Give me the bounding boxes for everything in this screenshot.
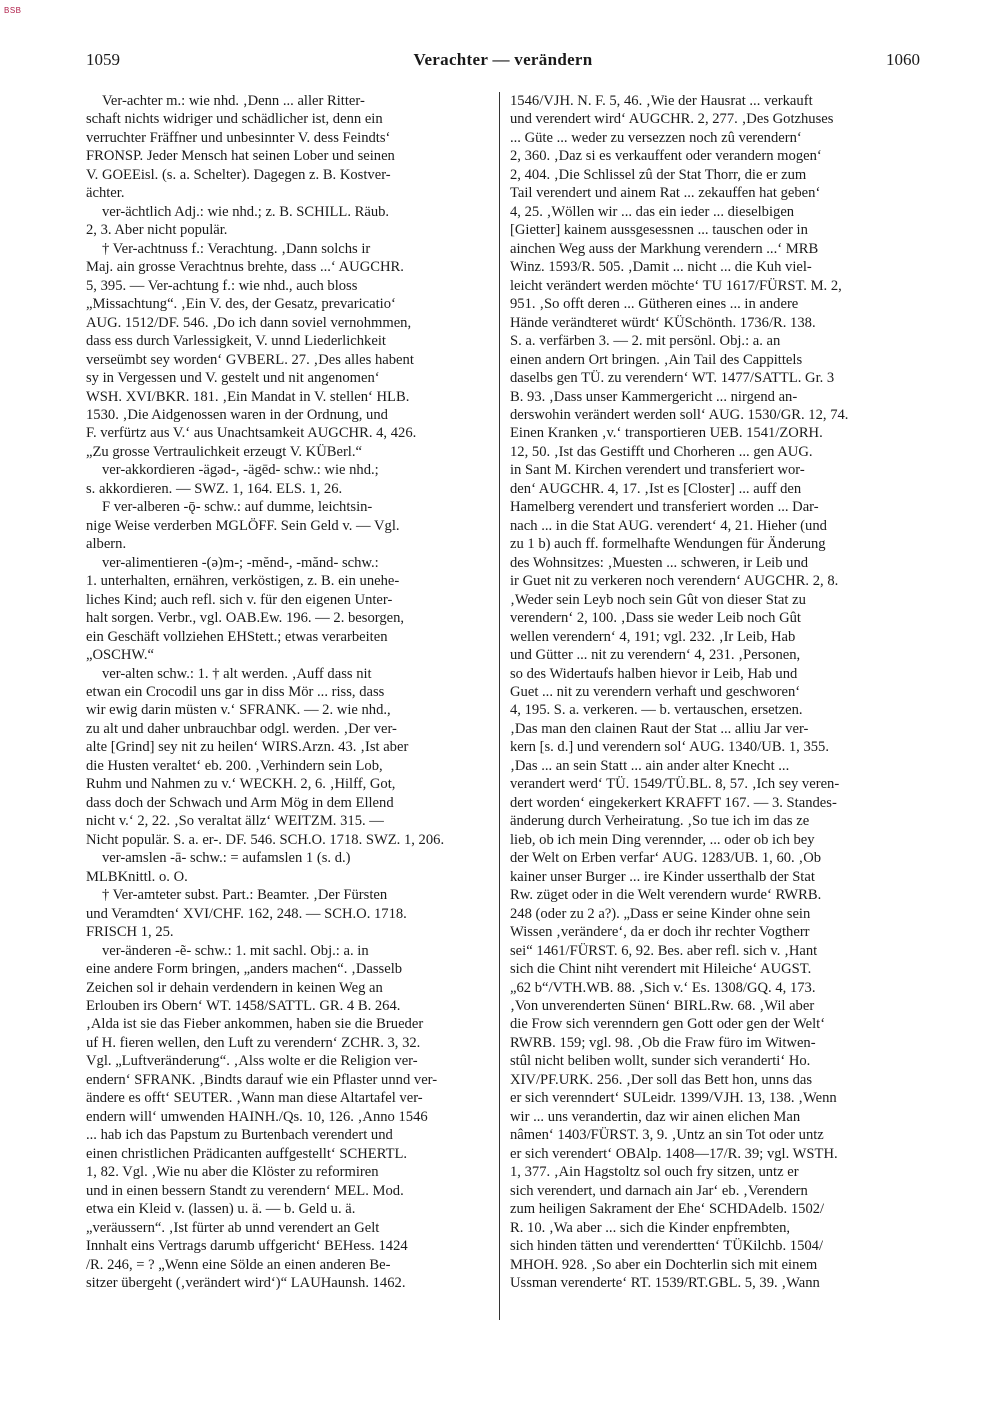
text-line: in Sant M. Kirchen verendert und transferiert wor- [510,462,805,479]
text-line: ‚Von unverenderten Sünen‘ BIRL.Rw. 68. ‚Wil aber [510,997,815,1014]
text-line: Guet ... nit zu verendern verhaft und geschworen‘ [510,684,801,700]
text-line: ändere es offt‘ SEUTER. ‚Wann man diese Altartafel ver- [86,1090,423,1107]
text-line: verandert werd‘ TÜ. 1549/TÜ.BL. 8, 57. ‚Ich sey veren- [510,776,840,793]
text-line: 951. ‚So offt deren ... Gütheren eines ... in andere [510,296,799,313]
text-line: sei“ 1461/FÜRST. 6, 92. Bes. aber refl. sich v. ‚Hant [510,942,818,959]
text-line: Vgl. „Luftveränderung“. ‚Alss wolte er die Religion ver- [86,1053,418,1070]
text-line: s. akkordieren. — SWZ. 1, 164. ELS. 1, 26. [86,480,343,497]
text-line: Innhalt eins Vertrags darumb uffgericht‘ BEHess. 1424 [86,1238,408,1255]
text-line: 4, 25. ‚Wöllen wir ... das ein ieder ... dieselbigen [510,203,795,220]
text-line: kern [s. d.] und verendern sol‘ AUG. 1340/UB. 1, 355. [510,739,829,756]
text-line: endern will‘ umwenden HAINH./Qs. 10, 126. ‚Anno 1546 [86,1108,428,1125]
text-line: 2, 404. ‚Die Schlissel zû der Stat Thorr, die er zum [510,166,807,183]
text-line: B. 93. ‚Dass unser Kammergericht ... nirgend an- [510,388,798,405]
text-line: Erlouben irs Obern‘ WT. 1458/SATTL. GR. 4 B. 264. [86,997,401,1014]
text-line: ‚Das man den clainen Raut der Stat ... alliu Jar ver- [510,720,809,737]
text-line: uf H. fieren wellen, den Luft zu verendern‘ ZCHR. 3, 32. [86,1034,421,1051]
text-line: [Gietter] kainem aussgesessnen ... tauschen oder in [510,222,808,239]
text-line: albern. [86,536,127,553]
text-line: kainer unser Burger ... ire Kinder usserthalb der Stat [510,868,815,885]
text-line: 1. unterhalten, ernähren, verköstigen, z. B. ein unehe- [86,573,400,590]
text-line: stûl nicht beliben wollt, sunder sich veranderti‘ Ho. [510,1053,811,1070]
text-line: dass ess durch Varlessigkeit, V. unnd Liederlichkeit [86,333,386,350]
text-line: 1530. ‚Die Aidgenossen waren in der Ordnung, und [86,406,388,423]
right-column [510,92,920,1320]
text-line: ‚Alda ist sie das Fieber ankommen, haben sie die Brueder [86,1016,424,1033]
text-line: F ver-alberen -ǭ- schw.: auf dumme, leichtsin- [102,499,373,516]
text-line: ... Güte ... weder zu versezzen noch zû verendern‘ [510,129,802,146]
text-line: ächter. [86,185,125,202]
text-line: 2, 360. ‚Daz si es verkauffent oder verandern mogen‘ [510,148,822,165]
page-number-left: 1059 [86,50,120,69]
text-line: Einen Kranken ‚v.‘ transportieren UEB. 1541/ZORH. [510,425,823,442]
text-line: XIV/PF.URK. 256. ‚Der soll das Bett hon, unns das [510,1071,813,1088]
text-line: alte [Grind] sey nit zu heilen‘ WIRS.Arzn. 43. ‚Ist aber [86,739,409,756]
text-line: WSH. XVI/BKR. 181. ‚Ein Mandat in V. stellen‘ HLB. [86,388,410,405]
text-line: Ruhm und Nahmen zu v.‘ WECKH. 2, 6. ‚Hilff, Got, [86,776,396,793]
column-divider [499,92,500,1320]
text-line: liches Kind; auch refl. sich v. für den eigenen Unter- [86,591,393,608]
text-line: „Missachtung“. ‚Ein V. des, der Gesatz, prevaricatio‘ [86,296,396,313]
text-line: nach ... in die Stat AUG. verendert‘ 4, 21. Hieher (und [510,517,827,534]
text-line: ver-ächtlich Adj.: wie nhd.; z. B. SCHILL. Räub. [102,203,390,220]
text-line: dass doch der Schwach und Arm Mög in dem Ellend [86,794,394,811]
text-line: Rw. züget oder in die Welt verendern wurde‘ RWRB. [510,887,822,904]
text-line: verseümbt sey worden‘ GVBERL. 27. ‚Des alles habent [86,351,414,368]
left-column [86,92,480,1320]
text-line: 5, 395. — Ver-achtung f.: wie nhd., auch bloss [86,277,358,294]
text-line: Zeichen sol ir dehain verdendern in keinen Weg an [86,979,383,996]
text-line: dert worden‘ eingekerkert KRAFFT 167. — 3. Standes- [510,794,837,811]
text-line: er sich verendert‘ OBAlp. 1408—17/R. 39; vgl. WSTH. [510,1145,838,1162]
text-line: ver-änderen -ẽ- schw.: 1. mit sachl. Obj.: a. in [102,942,369,959]
text-line: Ver-achter m.: wie nhd. ‚Denn ... aller Ritter- [102,93,365,109]
text-line: leicht verändert werden möchte‘ TU 1617/FÜRST. M. 2, [510,277,842,294]
text-line: eine andere Form bringen, „anders machen“. ‚Dasselb [86,961,403,978]
text-line: 1, 82. Vgl. ‚Wie nu aber die Klöster zu reformiren [86,1164,379,1181]
text-line: MHOH. 928. ‚So aber ein Dochterlin sich mit einem [510,1256,818,1273]
text-line: Wissen ‚verändere‘, da er doch ihr rechter Vogtherr [510,924,810,941]
text-line: 4, 195. S. a. verkeren. — b. vertauschen, ersetzen. [510,702,803,719]
text-line: etwan ein Crocodil uns gar in diss Mör ... riss, dass [86,684,385,700]
text-line: so des Widertaufs halben hievor ir Leib, Hab und [510,665,798,682]
text-line: die Husten veraltet‘ eb. 200. ‚Verhindern sein Lob, [86,757,383,774]
text-line: ainchen Weg auss der Markhung verendern ...‘ MRB [510,240,819,257]
text-line: F. verfürtz aus V.‘ aus Unachtsamkeit AUGCHR. 4, 426. [86,425,417,442]
text-line: † Ver-amteter subst. Part.: Beamter. ‚Der Fürsten [102,887,388,904]
page-number-right: 1060 [886,50,920,69]
text-line: verendern‘ 2, 100. ‚Dass sie weder Leib noch Gût [510,610,801,627]
text-line: schaft nichts widriger und schädlicher ist, denn ein [86,111,383,128]
library-stamp: BSB [4,6,22,15]
text-line: ver-amslen -ā- schw.: = aufamslen 1 (s. d.) [102,850,351,867]
text-line: sich die Chint niht verendert mit Hileiche‘ AUGST. [510,961,812,978]
text-line: R. 10. ‚Wa aber ... sich die Kinder enpfrembten, [510,1219,791,1236]
text-line: änderung durch Verheiratung. ‚So tue ich im das ze [510,813,810,830]
text-line: „veräussern“. ‚Ist fürter ab unnd verendert an Gelt [86,1219,380,1236]
text-line: FRISCH 1, 25. [86,924,174,941]
text-line: zu alt und daher unbrauchbar odgl. werden. ‚Der ver- [86,720,397,737]
text-line: † Ver-achtnuss f.: Verachtung. ‚Dann solchs ir [102,240,371,257]
text-line: Hamelberg verendert und transferiert worden ... Dar- [510,499,819,516]
text-line: 248 (oder zu 2 a?). „Dass er seine Kinder ohne sein [510,905,811,922]
text-line: RWRB. 159; vgl. 98. ‚Ob die Fraw füro im Witwen- [510,1034,816,1051]
text-line: ‚Weder sein Leyb noch sein Gût von dieser Stat zu [510,591,806,608]
text-line: Tail verendert und ainem Rat ... zekauffen hat geben‘ [510,185,821,202]
text-line: 2, 3. Aber nicht populär. [86,222,228,239]
text-line: der Welt on Erben verfar‘ AUG. 1283/UB. 1, 60. ‚Ob [510,850,822,867]
text-line: einen andern Ort bringen. ‚Ain Tail des Cappittels [510,351,803,368]
text-line: den‘ AUGCHR. 4, 17. ‚Ist es [Closter] ... auff den [510,480,802,497]
text-line: /R. 246, = ? „Wenn eine Sölde an einen anderen Be- [86,1256,391,1273]
running-title: Verachter — verändern [413,50,593,69]
text-line: lieb, ob ich mein Ding verennder, ... oder ob ich bey [510,831,815,848]
text-line: er sich verenndert‘ SULeidr. 1399/VJH. 13, 138. ‚Wenn [510,1090,837,1107]
text-line: nige Weise verderben MGLÖFF. Sein Geld v. — Vgl. [86,517,400,534]
text-line: derswohin verändert werden soll‘ AUG. 1530/GR. 12, 74. [510,406,849,423]
text-line: ver-alimentieren -(ə)m-; -mĕnd-, -mănd- schw.: [102,554,379,571]
text-line: ein Geschäft vollziehen EHStett.; etwas verarbeiten [86,628,388,645]
text-line: halt sorgen. Verbr., vgl. OAB.Ew. 196. — 2. besorgen, [86,610,405,627]
text-line: 12, 50. ‚Ist das Gestifft und Chorheren ... gen AUG. [510,443,813,460]
text-line: zu 1 b) auch ff. formelhafte Wendungen für Änderung [510,536,826,553]
text-line: V. GOEEisl. (s. a. Schelter). Dagegen z. B. Kostver- [86,166,391,183]
text-line: verruchter Fräffner und unbesinnter V. dess Feindts‘ [86,129,391,146]
text-line: ... hab ich das Papstum zu Burtenbach verendert und [86,1127,393,1144]
text-line: ver-alten schw.: 1. † alt werden. ‚Auff dass nit [102,665,372,682]
text-line: 1546/VJH. N. F. 5, 46. ‚Wie der Hausrat ... verkauft [510,93,813,109]
text-line: „62 b“/VTH.WB. 88. ‚Sich v.‘ Es. 1308/GQ. 4, 173. [510,979,816,996]
text-line: sitzer übergeht (‚verändert wird‘)“ LAUHaunsh. 1462. [86,1275,406,1291]
text-line: AUG. 1512/DF. 546. ‚Do ich dann soviel vernohmmen, [86,314,412,331]
text-line: und Gütter ... nit zu verendern‘ 4, 231. ‚Personen, [510,647,801,664]
text-line: wir ewig darin müsten v.‘ SFRANK. — 2. wie nhd., [86,702,391,719]
page-header [86,50,920,72]
text-line: daselbs gen TÜ. zu verendern‘ WT. 1477/SATTL. Gr. 3 [510,370,835,387]
text-line: FRONSP. Jeder Mensch hat seinen Lober und seinen [86,148,395,165]
text-line: nicht v.‘ 2, 22. ‚So veraltat ällz‘ WEITZM. 315. — [86,813,384,830]
text-line: des Wohnsitzes: ‚Muesten ... schweren, ir Leib und [510,554,809,571]
text-line: zum heiligen Sakrament der Ehe‘ SCHDAdelb. 1502/ [510,1201,825,1218]
text-line: sy in Vergessen und V. gestelt und nit angenomen‘ [86,370,380,387]
text-line: S. a. verfärben 3. — 2. mit persönl. Obj.: a. an [510,333,781,350]
text-line: einen christlichen Prädicanten auffgestellt‘ SCHERTL. [86,1145,408,1162]
text-line: Hände verändteret würdt‘ KÜSchönth. 1736/R. 138. [510,314,816,331]
text-line: und Veramdten‘ XVI/CHF. 162, 248. — SCH.O. 1718. [86,905,407,922]
text-line: ‚Das ... an sein Statt ... ain ander alter Knecht ... [510,757,790,774]
text-line: wir ... uns verandertin, daz wir ainen elichen Man [510,1108,801,1125]
text-line: und in einen bessern Standt zu verendern‘ MEL. Mod. [86,1182,404,1199]
text-line: Winz. 1593/R. 505. ‚Damit ... nicht ... die Kuh viel- [510,259,812,276]
text-line: ir Guet nit zu verkeren noch verendern‘ AUGCHR. 2, 8. [510,573,839,590]
text-line: sich verendert, und darnach ain Jar‘ eb. ‚Verendern [510,1182,808,1199]
text-line: MLBKnittl. o. O. [86,868,188,885]
text-line: „OSCHW.“ [86,647,154,664]
text-line: nâmen‘ 1403/FÜRST. 3, 9. ‚Untz an sin Tot oder untz [510,1127,824,1144]
text-line: sich hinden tätten und verendertten‘ TÜKilchb. 1504/ [510,1238,824,1255]
text-line: Maj. ain grosse Verachtnus brehte, dass ...‘ AUGCHR. [86,259,404,276]
text-line: die Frow sich verenndern gen Gott oder gen der Welt‘ [510,1016,826,1033]
text-line: endern‘ SFRANK. ‚Bindts darauf wie ein Pflaster unnd ver- [86,1071,438,1088]
text-line: wellen verendern‘ 4, 191; vgl. 232. ‚Ir Leib, Hab [510,628,796,645]
text-line: ver-akkordieren -ägəd-, -ägēd- schw.: wie nhd.; [102,462,379,479]
text-line: Ussman verenderte‘ RT. 1539/RT.GBL. 5, 39. ‚Wann [510,1275,820,1291]
text-line: „Zu grosse Vertraulichkeit erzeugt V. KÜBerl.“ [86,443,362,460]
text-line: und verendert wird‘ AUGCHR. 2, 277. ‚Des Gotzhuses [510,111,834,128]
text-line: Nicht populär. S. a. er-. DF. 546. SCH.O. 1718. SWZ. 1, 206. [86,831,445,848]
text-line: etwa ein Kleid v. (lassen) u. ä. — b. Geld u. ä. [86,1201,356,1218]
text-line: 1, 377. ‚Ain Hagstoltz sol ouch fry sitzen, untz er [510,1164,799,1181]
